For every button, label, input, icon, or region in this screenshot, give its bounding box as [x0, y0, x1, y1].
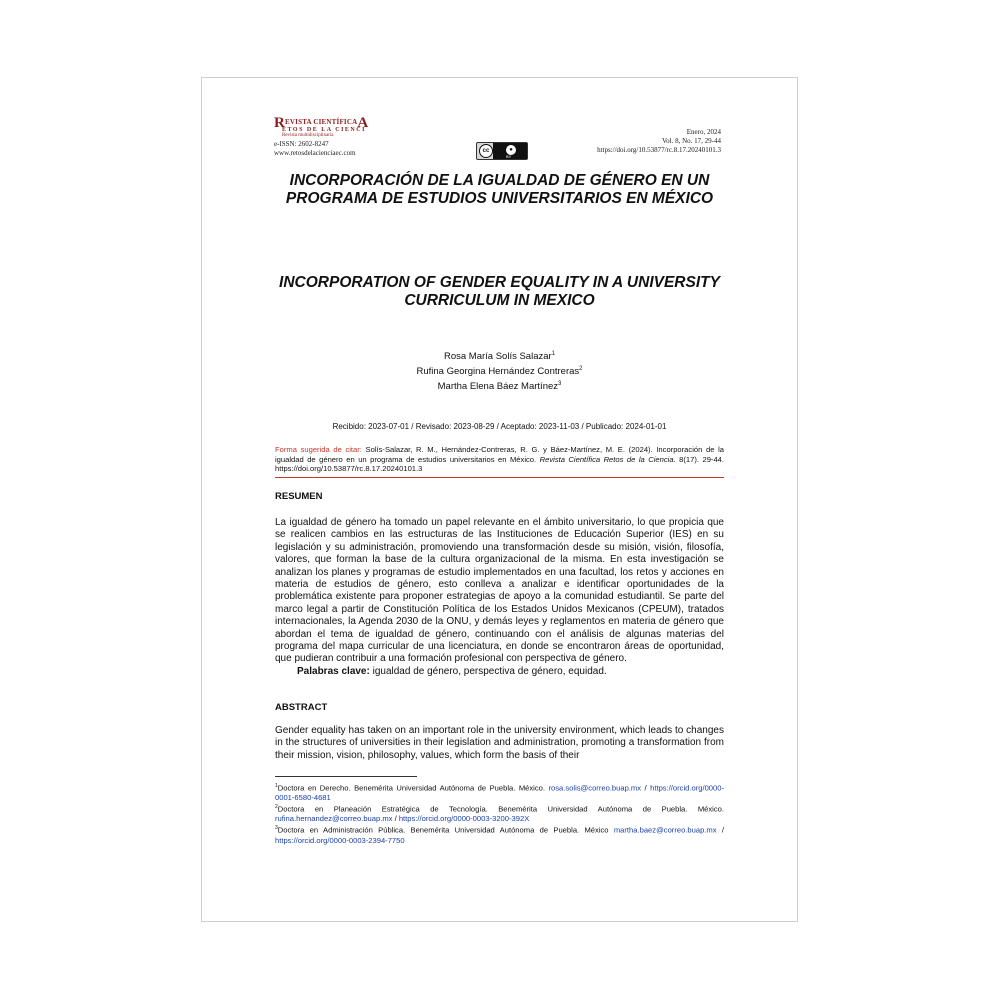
title-spanish: INCORPORACIÓN DE LA IGUALDAD DE GÉNERO EN UN PROGRAMA DE ESTUDIOS UNIVERSITARIOS EN MÉXICO [285, 172, 714, 207]
author: Rufina Georgina Hernández Contreras$^2$ [416, 366, 583, 378]
author-list [202, 348, 797, 393]
abstract-heading: ABSTRACT [275, 702, 328, 713]
article-doi[interactable]: https://doi.org/10.53877/rc.8.17.20240101.3 [597, 146, 721, 154]
issue-date: Enero, 2024 [686, 128, 721, 136]
cc-icon: cc [479, 144, 493, 158]
orcid-link[interactable]: https://orcid.org/0000-0001-6580-4681 [275, 783, 724, 803]
issue-volume: Vol. 8, No. 17, 29-44 [662, 137, 721, 145]
journal-logo: REVISTA CIENTÍFICAA ETOS DE LA CIENCI Revista multidisciplinaria [274, 115, 369, 138]
issue-info [597, 128, 721, 155]
author: Rosa María Solís Salazar$^1$ [443, 351, 556, 363]
email-link[interactable]: martha.baez@correo.buap.mx [613, 825, 717, 835]
journal-website[interactable]: www.retosdelacienciaec.com [274, 149, 356, 157]
cc-by-license-badge[interactable] [476, 142, 528, 160]
footnote: $^1$Doctora en Derecho. Benemérita Universidad Autónoma de Puebla. México. rosa.solis@correo.buap.mx / https://orcid.org/0000-0001-6580-4681 [275, 783, 724, 803]
abstract-body: Gender equality has taken on an important role in the university environment, which leads to changes in the structures of universities in their legislation and administration, promoting a transformation from their mission, vision, philosophy, values, which form the basis of their [275, 725, 724, 761]
orcid-link[interactable]: https://orcid.org/0000-0003-3200-392X [398, 814, 530, 824]
email-link[interactable]: rufina.hernandez@correo.buap.mx [275, 814, 393, 824]
document-page [201, 77, 798, 922]
journal-info [274, 140, 356, 158]
orcid-link[interactable]: https://orcid.org/0000-0003-2394-7750 [275, 835, 405, 845]
resumen-body: La igualdad de género ha tomado un papel relevante en el ámbito universitario, lo que propicia que se realicen cambios en las estructuras de las Instituciones de Educación Superior (IES) en su legislación y su administración, promoviendo una transformación desde su misión, visión, filosofía, valores, que forman la base de la cultura organizacional de la misma. En esta investigación se analizan los planes y programas de estudio implementados en una facultad, los retos y acciones en materia de estudios de género, esto conlleva a analizar e identificar oportunidades de la problemática existente para proponer estrategias de apoyo a la comunidad estudiantil. Se parte del marco legal a partir de Constitución Política de los Estados Unidos Mexicanos (CPEUM), tratados internacionales, la Agenda 2030 de la ONU, y demás leyes y reglamentos en materia de género que abordan el tema de igualdad de género, continuando con el análisis de algunas materias del programa del mapa curricular de una licenciatura, en donde se encontraron áreas de oportunidad, que pudieran contribuir a una formación profesional con perspectiva de género. Palabras clave: igualdad de género, perspectiva de género, equidad. [275, 517, 724, 677]
email-link[interactable]: rosa.solis@correo.buap.mx [548, 783, 642, 793]
by-label: BY [506, 154, 512, 159]
citation-label: Forma sugerida de citar: [275, 445, 362, 454]
publication-dates: Recibido: 2023-07-01 / Revisado: 2023-08-29 / Aceptado: 2023-11-03 / Publicado: 2024-01-01 [332, 422, 667, 431]
resumen-heading: RESUMEN [275, 491, 323, 502]
eissn: e-ISSN: 2602-8247 [274, 140, 329, 148]
footnote: $^3$Doctora en Administración Pública. Benemérita Universidad Autónoma de Puebla. México martha.baez@correo.buap.mx / https://orcid.org/0000-0003-2394-7750 [275, 825, 724, 845]
citation-box: Forma sugerida de citar: Solís-Salazar, R. M., Hernández-Contreras, R. G. y Báez-Martínez, M. E. (2024). Incorporación de la igualdad de género en un programa de estudios universitarios en México. Revista Científica Retos de la Ciencia. 8(17). 29-44. https://doi.org/10.53877/rc.8.17.20240101.3 [275, 444, 724, 478]
keywords: Palabras clave: igualdad de género, perspectiva de género, equidad. [297, 665, 607, 677]
footnotes [275, 782, 724, 845]
footnote-divider [275, 776, 417, 777]
title-english: INCORPORATION OF GENDER EQUALITY IN A UNIVERSITY CURRICULUM IN MEXICO [279, 274, 720, 309]
author: Martha Elena Báez Martínez$^3$ [437, 381, 562, 393]
footnote: $^2$Doctora en Planeación Estratégica de Tecnología. Benemérita Universidad Autónoma de Puebla. México. rufina.hernandez@correo.buap.mx / https://orcid.org/0000-0003-3200-392X [275, 804, 724, 824]
person-icon: ● [505, 144, 517, 156]
